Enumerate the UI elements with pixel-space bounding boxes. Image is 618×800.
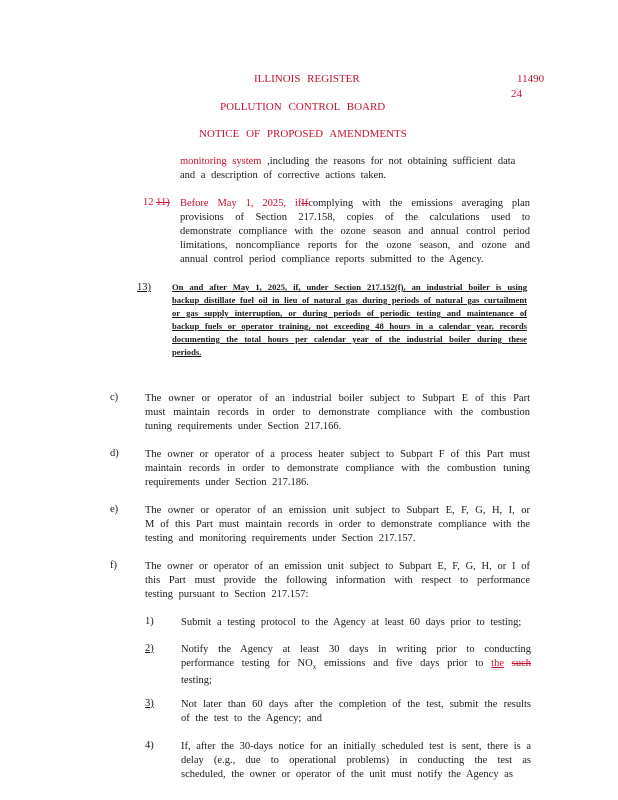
- inserted-text: the: [491, 658, 504, 669]
- subitem-2-paragraph: Notify the Agency at least 30 days in writing prior to conducting performance testing for $NO_x$ emissions and five days prior to the such testing;: [181, 644, 531, 687]
- struck-text: such: [511, 658, 531, 669]
- notice-title: NOTICE OF PROPOSED AMENDMENTS: [199, 128, 407, 140]
- item-e-paragraph: The owner or operator of an emission unit subject to Subpart E, F, G, H, I, or M of this Part must maintain records in order to demonstrate compliance with the testing and monitoring requirements under Section 217.157.: [145, 505, 530, 544]
- subitem-1-label: 1): [145, 616, 154, 627]
- page-sub-number: 24: [511, 88, 522, 100]
- subitem-2-label: 2): [145, 643, 154, 654]
- item-12-paragraph: Before May 1, 2025, ifIfcomplying with the emissions averaging plan provisions of Section 217.158, copies of the calculations used to demonstrate compliance with the ozone season and annual control period limitations, noncompliance reports for the ozone season, and ozone and annual control period compliance reports submitted to the Agency.: [180, 198, 530, 265]
- item-d-label: d): [110, 448, 119, 459]
- inserted-text: monitoring system: [180, 156, 262, 167]
- item-e-label: e): [110, 504, 119, 515]
- item-f-label: f): [110, 560, 117, 571]
- subitem-4-paragraph: If, after the 30-days notice for an initially scheduled test is sent, there is a delay (e.g., due to operational problems) in conducting the test as scheduled, the owner or operator of the unit must notify the Agency as: [181, 741, 531, 780]
- item-f-paragraph: The owner or operator of an emission unit subject to Subpart E, F, G, H, or I of this Part must provide the following information with respect to performance testing pursuant to Section 217.157:: [145, 561, 530, 600]
- item-13-label: 13): [137, 282, 151, 293]
- page-number: 11490: [517, 73, 545, 85]
- item-c-paragraph: The owner or operator of an industrial boiler subject to Subpart E of this Part must maintain records in order to demonstrate compliance with the combustion tuning requirements under Section 217.166.: [145, 393, 530, 432]
- item-c-label: c): [110, 392, 119, 403]
- item-d-paragraph: The owner or operator of a process heater subject to Subpart F of this Part must maintain records in order to demonstrate compliance with the combustion tuning requirements under Section 217.186.: [145, 449, 530, 488]
- board-title: POLLUTION CONTROL BOARD: [220, 101, 386, 113]
- subitem-3-label: 3): [145, 698, 154, 709]
- carry-over-paragraph: monitoring system ,including the reasons for not obtaining sufficient data and a description of corrective actions taken.: [180, 156, 516, 181]
- subitem-3-paragraph: Not later than 60 days after the completion of the test, submit the results of the test to the Agency; and: [181, 699, 531, 724]
- item-12-label: 12 11): [143, 197, 170, 208]
- inserted-text: Before May 1, 2025, if: [180, 198, 302, 209]
- item-13-paragraph: On and after May 1, 2025, if, under Section 217.152(f), an industrial boiler is using backup distillate fuel oil in lieu of natural gas during periods of natural gas curtailment or gas supply interruption, or during periods of periodic testing and maintenance of backup fuels or operator training, not exceeding 48 hours in a calendar year, records documenting the total hours per calendar year of the industrial boiler during these periods.: [172, 282, 527, 357]
- struck-text: If: [301, 198, 309, 209]
- subitem-1-paragraph: Submit a testing protocol to the Agency at least 60 days prior to testing;: [181, 617, 522, 628]
- subitem-4-label: 4): [145, 740, 154, 751]
- register-title: ILLINOIS REGISTER: [254, 73, 360, 85]
